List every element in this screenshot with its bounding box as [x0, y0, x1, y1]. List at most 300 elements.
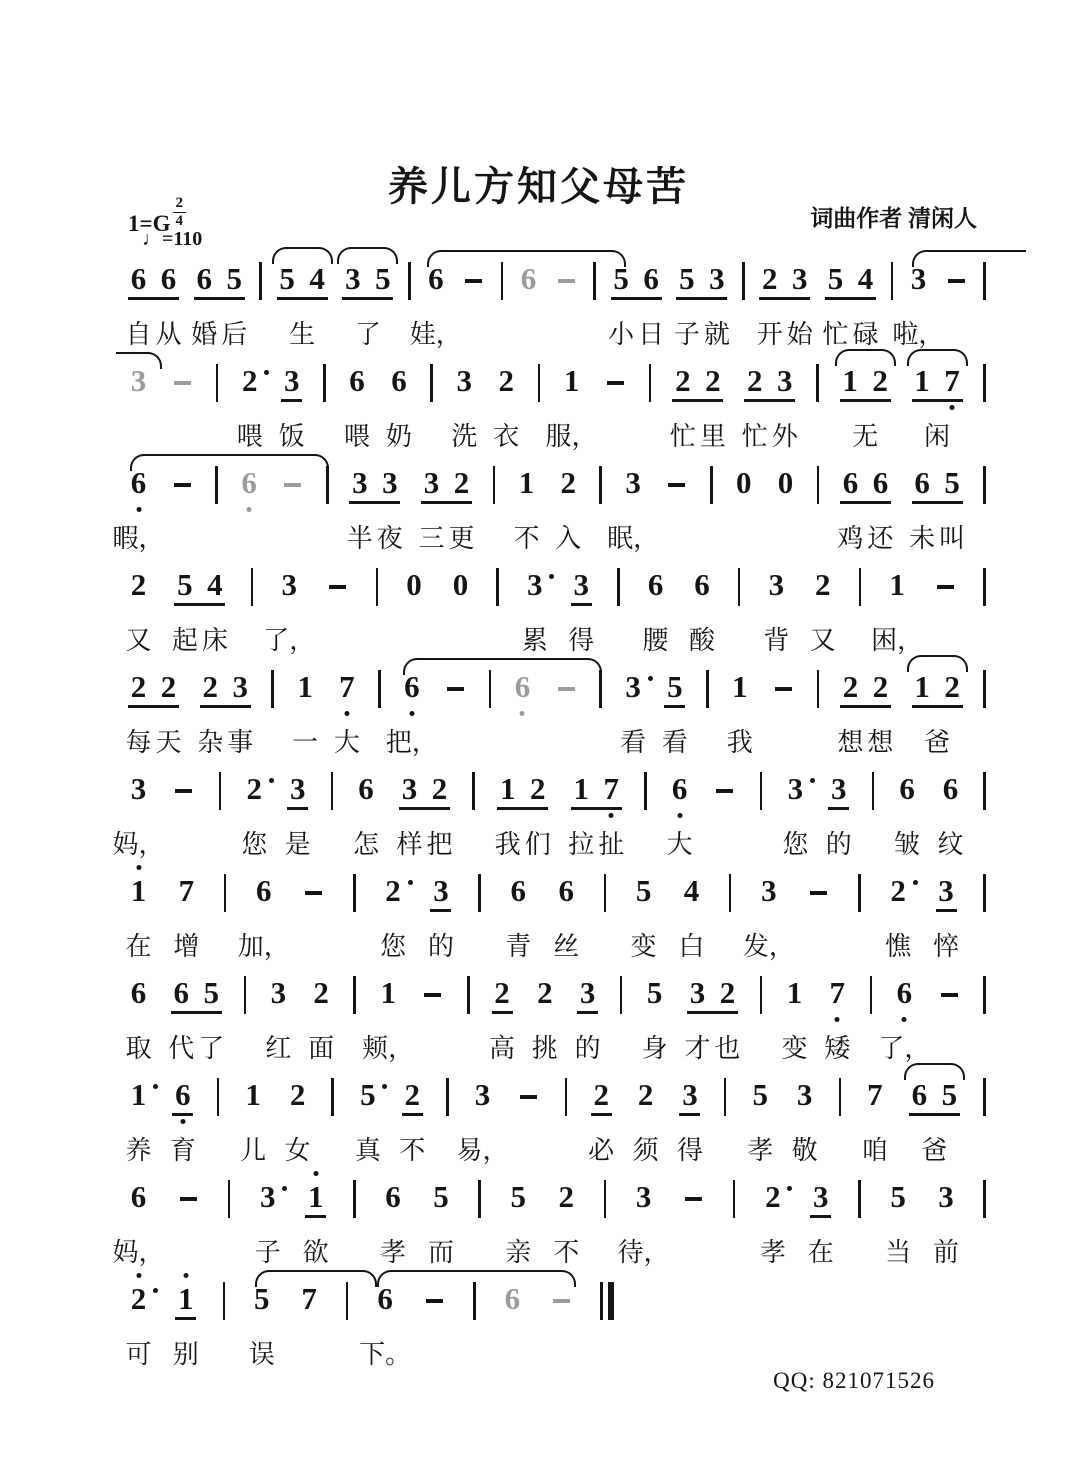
note-digit: 6 [942, 770, 959, 806]
barline [760, 976, 763, 1014]
note-group [516, 464, 537, 504]
barline [872, 772, 875, 810]
note-group [194, 260, 245, 300]
duration-dash [716, 789, 733, 793]
barline-token [859, 558, 862, 616]
note-token [729, 660, 750, 718]
lyric-syllable: 酸 [688, 626, 715, 655]
note-digit: 3 [423, 464, 440, 500]
note-token [404, 558, 425, 616]
note-group [691, 566, 712, 606]
key-label: 1=G [128, 211, 171, 236]
barline-token [599, 660, 602, 718]
note-token [840, 660, 891, 718]
note-digit: 2 [872, 362, 888, 398]
note-group [785, 770, 806, 810]
lyric-syllable: 服， [545, 422, 598, 451]
barline [983, 670, 986, 708]
duration-dash [305, 891, 322, 895]
lyric-syllable: 得 [676, 1136, 703, 1165]
note-group [558, 464, 579, 504]
note-group [342, 260, 393, 300]
note-digit: 3 [625, 464, 641, 500]
meter-numerator: 2 [173, 196, 187, 213]
note-token [172, 1068, 193, 1126]
note-token [281, 354, 302, 412]
note-group [502, 1280, 523, 1320]
barline [983, 262, 986, 300]
note-group [561, 362, 582, 402]
note-digit: 6 [349, 362, 365, 398]
lyric-syllable: 又 [125, 626, 152, 655]
octave-dot-low [409, 711, 414, 716]
note-group [888, 872, 909, 912]
barline [376, 568, 379, 606]
lyric-syllable: 样 [396, 830, 423, 859]
tie-arc [116, 352, 162, 369]
note-group [840, 668, 891, 708]
note-digit: 1 [130, 1079, 147, 1110]
note-token [508, 864, 529, 922]
lyric-syllable: 忙 [669, 422, 696, 451]
note-digit: 3 [635, 1178, 652, 1214]
note-group [909, 1076, 960, 1116]
barline [446, 1078, 449, 1116]
note-group [279, 566, 300, 606]
note-token [508, 1170, 529, 1228]
note-digit: 2 [160, 668, 177, 704]
lyric-syllable: 纹 [937, 830, 964, 859]
note-digit: 6 [872, 464, 889, 500]
barline [489, 670, 492, 708]
barline-token [706, 660, 709, 718]
barline-token [224, 864, 227, 922]
barline-token [644, 762, 647, 820]
dash-token [422, 1272, 447, 1330]
note-digit: 3 [792, 260, 808, 296]
note-digit: 2 [130, 566, 147, 602]
note-digit: 4 [309, 260, 325, 296]
duration-dash [948, 279, 965, 283]
note-digit: 3 [831, 770, 847, 806]
note-group [912, 668, 963, 708]
barline-token [271, 660, 274, 718]
note-group [401, 668, 422, 708]
barline [710, 466, 713, 504]
barline-token [983, 966, 986, 1024]
note-token [239, 456, 260, 514]
note-digit: 3 [579, 974, 596, 1010]
note-group [128, 260, 179, 300]
dash-token [554, 252, 579, 310]
page-title: 养儿方知父母苦 [388, 163, 689, 209]
barline [983, 466, 986, 504]
score-line [125, 660, 986, 762]
note-group [383, 1178, 404, 1218]
lyric-syllable: 每 [125, 728, 152, 757]
note-group [912, 362, 963, 402]
note-token [305, 1170, 326, 1228]
barline [617, 568, 620, 606]
rest-note: 0 [452, 566, 469, 602]
dash-token [603, 354, 628, 412]
duration-dash [558, 279, 575, 283]
lyric-syllable: 背 [763, 626, 790, 655]
note-group [556, 1178, 577, 1218]
note-token [571, 558, 592, 616]
note-digit: 2 [675, 362, 691, 398]
note-group [750, 1076, 771, 1116]
note-token [758, 864, 779, 922]
barline-token [599, 456, 602, 514]
lyric-syllable: 别 [172, 1340, 199, 1369]
lyric-syllable: 须 [632, 1136, 659, 1165]
note-digit: 5 [679, 260, 695, 296]
note-group [775, 464, 796, 504]
note-token [239, 354, 260, 412]
barline [478, 874, 481, 912]
note-digit: 2 [494, 974, 510, 1010]
note-group [940, 770, 961, 810]
barline-token [501, 252, 504, 310]
note-token [175, 1272, 196, 1330]
lyric-syllable: 矮 [824, 1034, 851, 1063]
note-group [812, 566, 833, 606]
note-digit: 5 [254, 1280, 270, 1316]
lyric-syllable: 从 [155, 320, 182, 349]
note-digit: 6 [130, 260, 147, 296]
note-group [450, 566, 471, 606]
barline-token [331, 1068, 334, 1126]
barline-token [353, 1170, 356, 1228]
note-group [336, 668, 357, 708]
note-digit: 5 [279, 260, 295, 296]
note-token [383, 1170, 404, 1228]
lyric-syllable: 衣 [493, 422, 520, 451]
duration-dash [465, 279, 482, 283]
note-digit: 2 [764, 1181, 781, 1212]
barline [467, 976, 470, 1014]
note-token [912, 456, 963, 514]
note-digit: 2 [537, 974, 553, 1010]
note-digit: 7 [603, 773, 620, 804]
barline [408, 262, 411, 300]
barline-token [858, 864, 861, 922]
duration-dash [175, 789, 192, 793]
lyric-syllable: 又 [809, 626, 836, 655]
note-token [128, 1068, 149, 1126]
lyric-syllable: 的 [574, 1034, 601, 1063]
barline [478, 1180, 481, 1218]
barline [983, 568, 986, 606]
lyric-syllable: 增 [173, 932, 200, 961]
barline-token [326, 456, 329, 514]
augmentation-dot [408, 880, 413, 885]
note-digit: 6 [256, 872, 272, 908]
barline [859, 568, 862, 606]
note-digit: 6 [899, 770, 915, 806]
barline-token [538, 354, 541, 412]
note-group [676, 260, 727, 300]
barline-token [724, 1068, 727, 1126]
lyric-syllable: 暇， [112, 524, 165, 553]
score [112, 252, 986, 1374]
note-digit: 5 [375, 260, 391, 296]
barline [983, 874, 986, 912]
note-digit: 4 [857, 260, 874, 296]
note-group [633, 1178, 654, 1218]
note-group [128, 566, 149, 606]
note-group [200, 668, 251, 708]
note-token [200, 660, 251, 718]
note-digit: 6 [558, 872, 574, 908]
final-barline-thick [608, 1282, 614, 1320]
lyric-syllable: 大 [333, 728, 360, 757]
note-token [912, 660, 963, 718]
note-digit: 6 [643, 260, 659, 296]
note-digit: 6 [241, 467, 258, 498]
barline-token [983, 1068, 986, 1126]
note-digit: 2 [246, 773, 263, 804]
note-digit: 3 [401, 770, 418, 806]
note-group [497, 770, 548, 810]
note-digit: 5 [510, 1178, 527, 1214]
note-token [556, 864, 577, 922]
barline [353, 976, 356, 1014]
barline [323, 364, 326, 402]
lyric-syllable: 奶 [385, 422, 412, 451]
barline-token [493, 456, 496, 514]
note-token [383, 864, 404, 922]
note-group [299, 1280, 320, 1320]
score-line [125, 1068, 986, 1170]
note-group [591, 1076, 612, 1116]
note-digit: 1 [245, 1076, 261, 1112]
note-token [128, 456, 149, 514]
octave-dot-low [902, 1017, 907, 1022]
lyric-syllable: 误 [248, 1340, 275, 1369]
note-token [357, 1068, 378, 1126]
lyric-syllable: 憔 [885, 932, 912, 961]
note-digit: 1 [842, 362, 858, 398]
lyric-syllable: 把， [385, 728, 438, 757]
lyric-syllable: 亲 [505, 1238, 532, 1267]
lyric-syllable: 了， [263, 626, 316, 655]
lyric-syllable: 才 [684, 1034, 711, 1063]
barline [223, 1282, 226, 1320]
barline-token [604, 1170, 607, 1228]
lyric-syllable: 床 [201, 626, 228, 655]
note-group [744, 362, 795, 402]
note-digit: 2 [762, 260, 778, 296]
note-group [825, 260, 876, 300]
note-digit: 4 [683, 872, 700, 908]
barline [496, 568, 499, 606]
note-token [909, 1068, 960, 1126]
barline-token [376, 558, 379, 616]
note-group [645, 566, 666, 606]
lyric-syllable: 里 [699, 422, 726, 451]
note-digit: 6 [130, 1178, 147, 1214]
note-digit: 3 [796, 1076, 813, 1112]
note-token [633, 1170, 654, 1228]
note-digit: 2 [560, 464, 576, 500]
lyric-syllable: 妈， [112, 1238, 165, 1267]
note-digit: 2 [313, 974, 329, 1010]
note-digit: 1 [573, 770, 589, 806]
final-barline [600, 1282, 614, 1320]
note-token [375, 1272, 396, 1330]
octave-dot-low [835, 1017, 840, 1022]
note-digit: 6 [514, 671, 531, 702]
duration-dash [180, 1197, 197, 1201]
note-group [251, 1280, 272, 1320]
note-group [277, 260, 328, 300]
barline [599, 466, 602, 504]
barline [983, 976, 986, 1014]
note-digit: 3 [382, 464, 398, 500]
barline-token [604, 864, 607, 922]
note-digit: 6 [504, 1280, 521, 1316]
lyric-syllable: 未 [909, 524, 936, 553]
barline-token [496, 558, 499, 616]
lyric-syllable: 下。 [359, 1340, 412, 1369]
lyric-syllable: 想 [867, 728, 894, 757]
note-digit: 3 [130, 362, 147, 398]
note-token [936, 1170, 957, 1228]
note-digit: 3 [345, 260, 361, 296]
duration-dash [426, 1299, 443, 1303]
note-group [827, 974, 848, 1014]
note-group [729, 668, 750, 708]
note-digit: 1 [130, 875, 147, 906]
note-row [128, 354, 986, 412]
barline-token [983, 864, 986, 922]
note-digit: 2 [498, 362, 514, 398]
lyric-syllable: 得 [568, 626, 595, 655]
note-digit: 1 [732, 668, 748, 704]
note-group [454, 362, 475, 402]
note-digit: 5 [203, 974, 220, 1010]
barline [891, 262, 894, 300]
barline-token [473, 1272, 476, 1330]
note-token [336, 660, 357, 718]
lyric-syllable: 怎 [353, 830, 380, 859]
augmentation-dot [810, 778, 815, 783]
note-digit: 3 [259, 1181, 276, 1212]
note-digit: 7 [301, 1280, 317, 1316]
note-digit: 6 [914, 464, 930, 500]
lyric-syllable: 孝 [747, 1136, 774, 1165]
note-token [679, 1068, 700, 1126]
note-token [687, 966, 738, 1024]
note-group [128, 1178, 149, 1218]
barline-token [215, 456, 218, 514]
note-digit: 2 [872, 668, 889, 704]
note-digit: 2 [130, 1283, 147, 1314]
note-group [128, 770, 149, 810]
note-token [430, 864, 451, 922]
note-group [383, 872, 404, 912]
lyric-syllable: 还 [867, 524, 894, 553]
note-token [128, 660, 179, 718]
dash-token [461, 252, 486, 310]
note-group [828, 770, 849, 810]
barline [760, 772, 763, 810]
lyric-syllable: 取 [125, 1034, 152, 1063]
barline-token [983, 558, 986, 616]
note-digit: 6 [842, 464, 859, 500]
note-group [239, 362, 260, 402]
lyric-syllable: 咱 [861, 1136, 888, 1165]
note-token [936, 864, 957, 922]
lyric-syllable: 想 [837, 728, 864, 757]
note-digit: 5 [433, 1178, 449, 1214]
lyric-syllable: 喂 [344, 422, 371, 451]
note-token [194, 252, 245, 310]
note-token [759, 252, 810, 310]
note-token [176, 864, 197, 922]
barline-token [472, 762, 475, 820]
note-group [404, 566, 425, 606]
note-digit: 3 [761, 872, 777, 908]
lyric-syllable: 杂 [197, 728, 224, 757]
note-digit: 3 [130, 770, 147, 806]
note-digit: 6 [174, 1079, 191, 1110]
note-group [681, 872, 702, 912]
barline-token [817, 660, 820, 718]
note-token [174, 558, 225, 616]
lyric-syllable: 夜 [376, 524, 403, 553]
barline-token [467, 966, 470, 1024]
note-token [611, 252, 662, 310]
dash-token [681, 1170, 706, 1228]
note-group [508, 1178, 529, 1218]
note-digit: 2 [944, 668, 960, 704]
lyric-syllable: 孝 [380, 1238, 407, 1267]
barline [870, 976, 873, 1014]
score-line [128, 354, 986, 456]
lyric-syllable: 也 [714, 1034, 741, 1063]
lyric-syllable: 育 [169, 1136, 196, 1165]
barline-token [219, 762, 222, 820]
final-barline-thin [600, 1282, 603, 1320]
lyric-syllable: 不 [553, 1238, 580, 1267]
lyric-syllable: 挑 [531, 1034, 558, 1063]
barline-token [817, 456, 820, 514]
note-group [175, 1280, 196, 1320]
note-token [128, 762, 149, 820]
note-digit: 5 [944, 464, 960, 500]
barline-token [983, 354, 986, 412]
note-digit: 2 [558, 1178, 574, 1214]
note-digit: 6 [385, 1178, 401, 1214]
note-group [239, 464, 260, 504]
note-group [644, 974, 665, 1014]
note-digit: 3 [474, 1076, 491, 1112]
dash-token [937, 966, 962, 1024]
lyric-syllable: 欲 [302, 1238, 329, 1267]
octave-dot-high [313, 1171, 318, 1176]
note-digit: 3 [787, 773, 804, 804]
note-digit: 6 [896, 977, 913, 1008]
lyric-syllable: 发， [742, 932, 795, 961]
barline [217, 1078, 220, 1116]
note-token [402, 1068, 423, 1126]
barline [228, 1180, 231, 1218]
note-digit: 2 [815, 566, 831, 602]
note-token [691, 558, 712, 616]
